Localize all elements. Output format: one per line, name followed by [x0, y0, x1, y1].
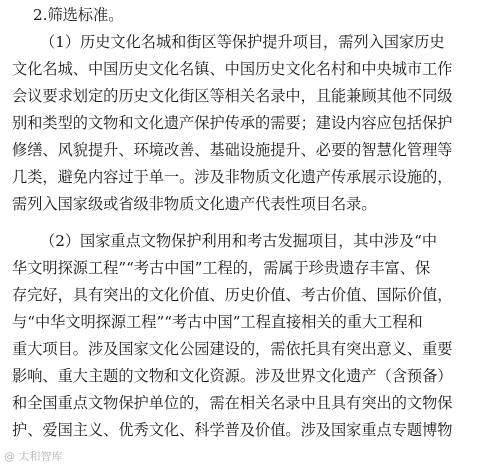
paragraph-1-line-4: 别和类型的文物和文化遗产保护传承的需要；建设内容应包括保护	[12, 114, 453, 132]
paragraph-2-line-2: 华文明探源工程”“考古中国”工程的，需属于珍贵遗存丰富、保	[12, 259, 431, 277]
paragraph-2-line-1: （2）国家重点文物保护利用和考古发掘项目，其中涉及“中	[40, 232, 438, 250]
paragraph-2-line-7: 和全国重点文物保护单位的，需在相关名录中且具有突出的文物保	[12, 394, 453, 412]
paragraph-1-line-5: 修缮、风貌提升、环境改善、基础设施提升、必要的智慧化管理等	[12, 141, 453, 159]
paragraph-1-line-6: 几类，避免内容过于单一。涉及非物质文化遗产传承展示设施的，	[12, 168, 453, 186]
section-heading: 2.筛选标准。	[33, 6, 124, 24]
paragraph-1-line-1: （1）历史文化名城和街区等保护提升项目，需列入国家历史	[40, 33, 445, 51]
paragraph-1-line-7: 需列入国家级或省级非物质文化遗产代表性项目名录。	[12, 195, 377, 213]
paragraph-2-line-5: 重大项目。涉及国家文化公园建设的，需依托具有突出意义、重要	[12, 340, 453, 358]
paragraph-2-line-6: 影响、重大主题的文物和文化资源。涉及世界文化遗产（含预备）	[12, 367, 453, 385]
watermark: @ 太和智库	[4, 450, 63, 463]
paragraph-1-line-2: 文化名城、中国历史文化名镇、中国历史文化名村和中央城市工作	[12, 60, 453, 78]
paragraph-2-line-3: 存完好，具有突出的文化价值、历史价值、考古价值、国际价值，	[12, 286, 453, 304]
paragraph-2-line-8: 护、爱国主义、优秀文化、科学普及价值。涉及国家重点专题博物	[12, 421, 453, 439]
paragraph-2-line-4: 与“中华文明探源工程”“考古中国”工程直接相关的重大工程和	[12, 313, 423, 331]
paragraph-1-line-3: 会议要求划定的历史文化街区等相关名录中，且能兼顾其他不同级	[12, 87, 453, 105]
